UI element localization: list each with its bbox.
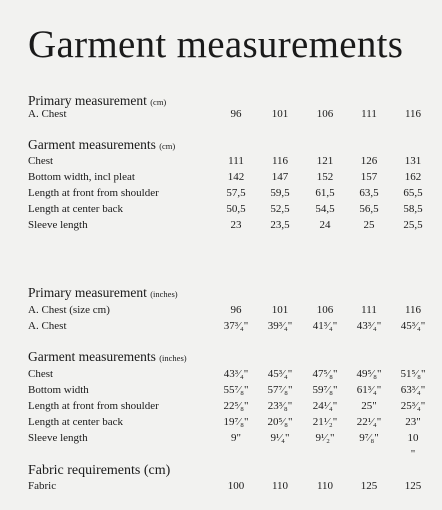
size-value-cell: 106: [316, 108, 334, 120]
primary-in-heading: [28, 285, 178, 301]
row-label: Chest: [28, 368, 54, 380]
size-value-cell: 142: [227, 171, 245, 183]
size-value-cell: 101: [271, 304, 289, 316]
size-value-cell: 63,5: [359, 187, 379, 199]
size-value-cell: 55⁷⁄₈": [223, 384, 249, 396]
table-row: [0, 416, 442, 432]
row-label: Length at front from shoulder: [28, 187, 159, 199]
size-value-cell: 131: [404, 155, 422, 167]
garment-cm-heading-text: Garment measurements: [28, 137, 156, 152]
size-value-cell: 116: [404, 304, 422, 316]
size-value-cell: 116: [271, 155, 289, 167]
row-label: Sleeve length: [28, 219, 88, 231]
size-value-cell: 125: [404, 480, 422, 492]
size-value-cell: 47⁵⁄₈": [312, 368, 338, 380]
size-value-cell: 106: [316, 304, 334, 316]
table-row: [0, 155, 442, 171]
size-value-cell: 45³⁄₄": [267, 368, 293, 380]
size-value-cell: 152: [316, 171, 334, 183]
row-label: Bottom width, incl pleat: [28, 171, 135, 183]
size-value-cell: 58,5: [403, 203, 423, 215]
garment-in-unit: (inches): [159, 353, 187, 363]
size-value-cell: 111: [228, 155, 244, 167]
size-value-cell: 10: [407, 432, 419, 444]
size-value-cell: 39³⁄₄": [267, 320, 293, 332]
size-value-cell: 24: [319, 219, 331, 231]
size-value-cell: 116: [404, 108, 422, 120]
size-value-cell: ": [410, 448, 416, 460]
size-value-cell: 23,5: [270, 219, 290, 231]
table-row: [0, 384, 442, 400]
size-value-cell: 9⁷⁄₈": [359, 432, 379, 444]
table-row: [0, 320, 442, 336]
row-label: Sleeve length: [28, 432, 88, 444]
size-value-cell: 20⁵⁄₈": [267, 416, 293, 428]
primary-cm-heading-text: Primary measurement: [28, 93, 147, 108]
garment-cm-unit: (cm): [159, 141, 176, 151]
size-value-cell: 96: [230, 304, 242, 316]
primary-cm-unit: (cm): [150, 97, 167, 107]
size-value-cell: 61,5: [315, 187, 335, 199]
garment-in-heading: [28, 349, 187, 365]
table-row: [0, 480, 442, 496]
size-value-cell: 24¹⁄₄": [312, 400, 338, 412]
fabric-heading: Fabric requirements (cm): [28, 463, 171, 478]
size-value-cell: 59,5: [270, 187, 290, 199]
table-row: [0, 448, 442, 464]
size-value-cell: 9¹⁄₂": [315, 432, 335, 444]
table-row: [0, 368, 442, 384]
size-value-cell: 45³⁄₄": [400, 320, 426, 332]
primary-in-heading-text: Primary measurement: [28, 285, 147, 300]
size-value-cell: 65,5: [403, 187, 423, 199]
size-value-cell: 100: [227, 480, 245, 492]
size-value-cell: 101: [271, 108, 289, 120]
size-value-cell: 51⁵⁄₈": [400, 368, 426, 380]
size-value-cell: 41³⁄₄": [312, 320, 338, 332]
size-value-cell: 19⁷⁄₈": [223, 416, 249, 428]
row-label: A. Chest: [28, 320, 67, 332]
size-value-cell: 126: [360, 155, 378, 167]
table-row: [0, 304, 442, 320]
row-label: Length at front from shoulder: [28, 400, 159, 412]
row-label: Length at center back: [28, 203, 123, 215]
size-value-cell: 147: [271, 171, 289, 183]
size-value-cell: 25: [363, 219, 375, 231]
primary-in-unit: (inches): [150, 289, 178, 299]
garment-cm-heading: [28, 137, 175, 153]
page-title: Garment measurements: [28, 23, 404, 66]
row-label: A. Chest (size cm): [28, 304, 110, 316]
size-value-cell: 49⁵⁄₈": [356, 368, 382, 380]
size-value-cell: 59⁷⁄₈": [312, 384, 338, 396]
size-value-cell: 23³⁄₈": [267, 400, 293, 412]
size-value-cell: 111: [361, 304, 377, 316]
row-label: Chest: [28, 155, 54, 167]
size-value-cell: 125: [360, 480, 378, 492]
size-value-cell: 25³⁄₄": [400, 400, 426, 412]
table-row: [0, 108, 442, 124]
size-value-cell: 23: [230, 219, 242, 231]
table-row: [0, 171, 442, 187]
garment-in-heading-text: Garment measurements: [28, 349, 156, 364]
size-value-cell: 25": [361, 400, 377, 412]
size-value-cell: 9": [231, 432, 241, 444]
size-value-cell: 54,5: [315, 203, 335, 215]
size-value-cell: 9¹⁄₄": [270, 432, 290, 444]
size-value-cell: 43³⁄₄": [356, 320, 382, 332]
size-value-cell: 57,5: [226, 187, 246, 199]
size-value-cell: 23": [405, 416, 421, 428]
size-value-cell: 96: [230, 108, 242, 120]
size-value-cell: 110: [271, 480, 289, 492]
size-value-cell: 52,5: [270, 203, 290, 215]
size-value-cell: 25,5: [403, 219, 423, 231]
size-value-cell: 50,5: [226, 203, 246, 215]
row-label: Bottom width: [28, 384, 89, 396]
size-value-cell: 121: [316, 155, 334, 167]
table-row: [0, 400, 442, 416]
size-value-cell: 37³⁄₄": [223, 320, 249, 332]
row-label: Fabric: [28, 480, 57, 492]
size-value-cell: 61³⁄₄": [356, 384, 382, 396]
size-value-cell: 110: [316, 480, 334, 492]
table-row: [0, 219, 442, 235]
size-value-cell: 22⁵⁄₈": [223, 400, 249, 412]
size-value-cell: 21¹⁄₂": [312, 416, 338, 428]
primary-cm-heading: [28, 93, 166, 109]
size-value-cell: 22¹⁄₄": [356, 416, 382, 428]
table-row: [0, 187, 442, 203]
size-value-cell: 57⁷⁄₈": [267, 384, 293, 396]
size-value-cell: 56,5: [359, 203, 379, 215]
table-row: [0, 432, 442, 448]
size-value-cell: 63³⁄₄": [400, 384, 426, 396]
size-value-cell: 162: [404, 171, 422, 183]
row-label: A. Chest: [28, 108, 67, 120]
table-row: [0, 203, 442, 219]
row-label: Length at center back: [28, 416, 123, 428]
size-value-cell: 111: [361, 108, 377, 120]
size-value-cell: 43³⁄₄": [223, 368, 249, 380]
size-value-cell: 157: [360, 171, 378, 183]
